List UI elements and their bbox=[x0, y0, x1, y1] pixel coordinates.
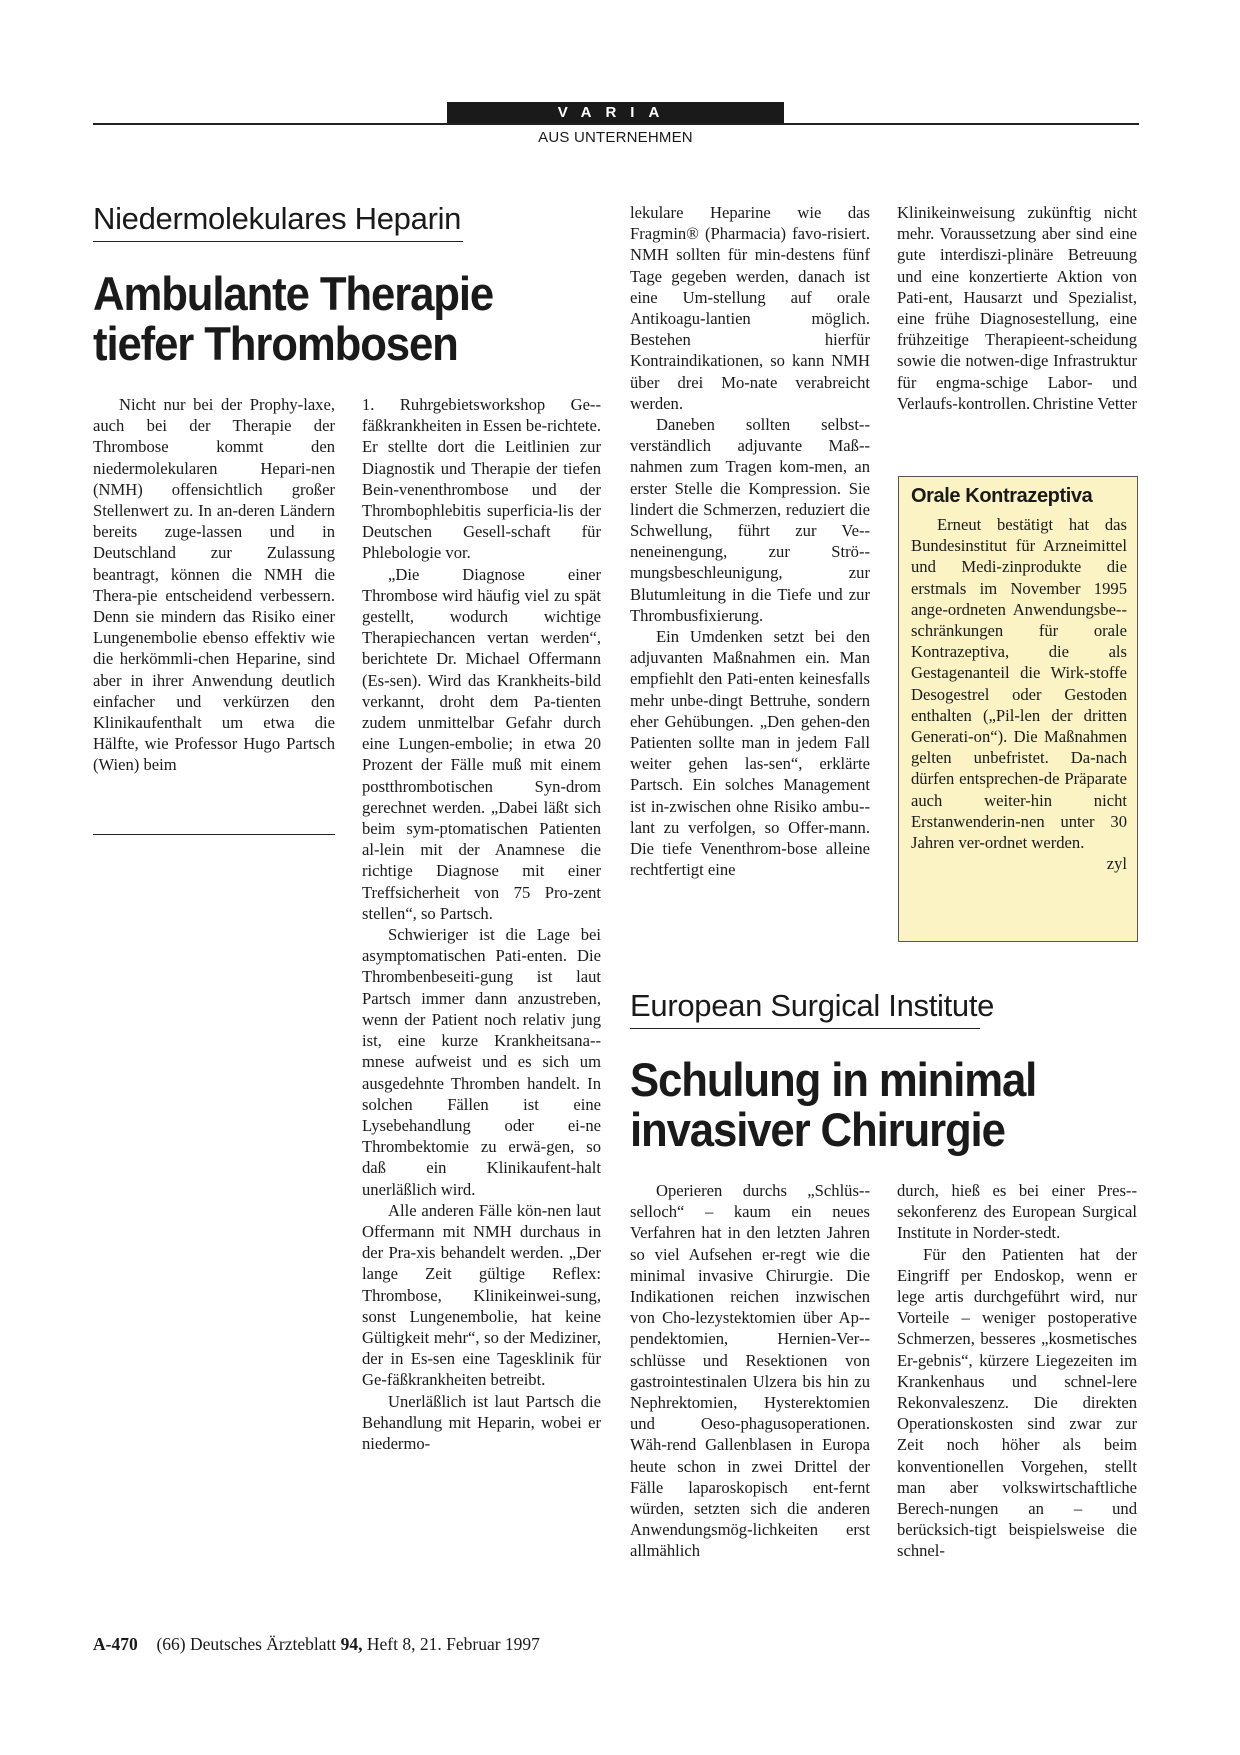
article1-column-1 bbox=[93, 394, 335, 776]
article2-kicker: European Surgical Institute bbox=[630, 988, 980, 1029]
paragraph: Operieren durchs „Schlüs-selloch“ – kaum ein neues Verfahren hat in den letzten Jahren so viel Aufsehen er-regt wie die minimal invasive Chirurgie. Die Indikationen reichen inzwischen von Cho-lezystektomien über Ap-pendektomien, Hernien-Ver-schlüsse und Resektionen von gastrointestinalen Ulzera bis hin zu Nephrektomien, Hysterektomien und Oeso-phagusoperationen. Wäh-rend Gallenblasen in Europa heute schon in zwei Drittel der Fälle laparoskopisch ent-fernt würden, setzten sich die anderen Anwendungsmög-lichkeiten erst allmählich bbox=[630, 1181, 870, 1561]
section-subtitle: AUS UNTERNEHMEN bbox=[538, 129, 693, 146]
paragraph: Nicht nur bei der Prophy-laxe, auch bei der Therapie der Thrombose kommt den niedermolekularen Hepari-nen (NMH) offensichtlich großer Stellenwert zu. In an-deren Ländern bereits zuge-lassen und in Deutschland zur Zulassung beantragt, können die NMH die Thera-pie entscheidend verbessern. Denn sie mindern das Risiko einer Lungenembolie ebenso effektiv wie die herkömmli-chen Heparine, sind aber in ihrer Anwendung deutlich einfacher und verkürzen den Klinikaufenthalt um etwa die Hälfte, wie Professor Hugo Partsch (Wien) beim bbox=[93, 395, 335, 775]
footer-volume: 94, bbox=[340, 1634, 363, 1654]
paragraph: lekulare Heparine wie das Fragmin® (Pharmacia) favo-risiert. NMH sollten für min-destens fünf Tage gegeben werden, danach ist eine Um-stellung auf orale Antikoagu-lantien möglich. Bestehen hierfür Kontraindikationen, so kann NMH über drei Mo-nate verabreicht werden. bbox=[630, 203, 870, 413]
paragraph: 1. Ruhrgebietsworkshop Ge-fäßkrankheiten in Essen be-richtete. Er stellte dort die Leitlinien zur Diagnostik und Therapie der tiefen Bein-venenthrombose und der Thrombophlebitis superficia-lis der Deutschen Gesell-schaft für Phlebologie vor. bbox=[362, 395, 601, 563]
paragraph: „Die Diagnose einer Thrombose wird häufig viel zu spät gestellt, wodurch wichtige Therapiechancen vertan werden“, berichtete Dr. Michael Offermann (Es-sen). Wird das Krankheits-bild verkannt, droht dem Pa-tienten zudem unmittelbar Gefahr durch eine Lungen-embolie; in etwa 20 Prozent der Fälle muß mit einem postthrombotischen Syn-drom gerechnet werden. „Dabei läßt sich beim sym-ptomatischen Patienten al-lein mit der Anamnese die richtige Diagnose mit einer Treffsicherheit von 75 Pro-zent stellen“, so Partsch. bbox=[362, 564, 601, 923]
sidebar-text: Erneut bestätigt hat das Bundesinstitut für Arzneimittel und Medi-zinprodukte die erstmals im November 1995 ange-ordneten Anwendungsbe-schränkungen für orale Kontrazeptiva, die als Gestagenanteil die Wirk-stoffe Desogestrel oder Gestoden enthalten („Pil-len der dritten Generati-on“). Die Maßnahmen gelten unbefristet. Da-nach dürfen entsprechen-de Präparate auch weiter-hin nicht Erstanwenderin-nen unter 30 Jahren ver-ordnet werden. zyl bbox=[911, 515, 1127, 874]
section-band-label: VARIA bbox=[557, 104, 674, 121]
sidebar-title: Orale Kontrazeptiva bbox=[911, 485, 1093, 507]
article1-headline-line1: Ambulante Therapie bbox=[93, 267, 494, 320]
paragraph: Alle anderen Fälle kön-nen laut Offermann mit NMH durchaus in der Pra-xis behandelt werden. „Der lange Zeit gültige Reflex: Thrombose, Klinikeinwei-sung, sonst Lungenembolie, hat keine Gültigkeit mehr“, so der Mediziner, der in Es-sen eine Tagesklinik für Ge-fäßkrankheiten betreibt. bbox=[362, 1200, 601, 1390]
article1-headline bbox=[93, 269, 614, 369]
paragraph: Ein Umdenken setzt bei den adjuvanten Maßnahmen ein. Man empfiehlt den Pati-enten keinesfalls mehr unbe-dingt Bettruhe, sondern eher Gehübungen. „Den gehen-den Patienten sollte man in jedem Fall weiter gehen las-sen“, erklärte Partsch. Ein solches Management ist in-zwischen ohne Risiko ambu-lant zu verfolgen, so Offer-mann. Die tiefe Venenthrom-bose alleine rechtfertigt eine bbox=[630, 627, 870, 880]
paragraph: Daneben sollten selbst-verständlich adjuvante Maß-nahmen zum Tragen kom-men, an erster Stelle die Kompression. Sie lindert die Schmerzen, reduziert die Schwellung, führt zur Ve-neneinengung, zur Strö-mungsbeschleunigung, zur Blutumleitung in die Tiefe und zur Thrombusfixierung. bbox=[630, 415, 870, 625]
article1-column-1-end-rule bbox=[93, 834, 335, 835]
article1-author: Christine Vetter bbox=[1032, 393, 1137, 413]
article1-column-3 bbox=[630, 202, 870, 881]
paragraph: Unerläßlich ist laut Partsch die Behandlung mit Heparin, wobei er niedermo- bbox=[362, 1391, 601, 1453]
sidebar-author: zyl bbox=[1106, 854, 1127, 874]
article1-headline-line2: tiefer Thrombosen bbox=[93, 317, 458, 370]
footer-issue: Heft 8, 21. Februar 1997 bbox=[366, 1634, 540, 1654]
footer-citation: (66) Deutsches Ärzteblatt bbox=[156, 1634, 337, 1654]
article1-column-2 bbox=[362, 394, 601, 1454]
article1-kicker: Niedermolekulares Heparin bbox=[93, 201, 463, 242]
paragraph: durch, hieß es bei einer Pres-sekonferenz des European Surgical Institute in Norder-stedt. bbox=[897, 1181, 1137, 1243]
paragraph: Schwieriger ist die Lage bei asymptomatischen Pati-enten. Die Thrombenbeseiti-gung ist laut Partsch immer dann anzustreben, wenn der Patient noch relativ jung ist, eine kurze Krankheitsana-mnese aufweist und es sich um ausgedehnte Thromben handelt. In solchen Fällen ist eine Lysebehandlung oder ei-ne Thrombektomie zu erwä-gen, so daß ein Klinikaufent-halt unerläßlich wird. bbox=[362, 925, 601, 1199]
header-rule bbox=[93, 123, 1139, 125]
page-number: A-470 bbox=[93, 1634, 138, 1654]
article2-headline-line2: invasiver Chirurgie bbox=[630, 1103, 1005, 1156]
sidebar-box bbox=[898, 476, 1138, 942]
article2-headline-line1: Schulung in minimal bbox=[630, 1053, 1037, 1106]
article2-column-2 bbox=[897, 1180, 1137, 1562]
paragraph: Für den Patienten hat der Eingriff per Endoskop, wenn er lege artis durchgeführt wird, nur Vorteile – weniger postoperative Schmerzen, besseres „kosmetisches Er-gebnis“, kürzere Liegezeiten im Krankenhaus und schnel-lere Rekonvaleszenz. Die direkten Operationskosten sind zwar zur Zeit noch höher als beim konventionellen Vorgehen, stellt man aber volkswirtschaftliche Berech-nungen an – und berücksich-tigt beispielsweise die schnel- bbox=[897, 1244, 1137, 1561]
section-band bbox=[447, 102, 784, 124]
article2-headline bbox=[630, 1055, 1151, 1155]
article2-column-1 bbox=[630, 1180, 870, 1562]
sidebar-body bbox=[899, 514, 1137, 874]
page-footer bbox=[93, 1634, 540, 1655]
article1-column-4 bbox=[897, 202, 1137, 414]
article1-col4-paragraph: Klinikeinweisung zukünftig nicht mehr. Voraussetzung aber sind eine gute interdiszi-plinäre Betreuung und eine konzertierte Aktion von Pati-ent, Hausarzt und Spezialist, eine frühe Diagnosestellung, eine frühzeitige Therapieent-scheidung sowie die notwen-dige Infrastruktur für engma-schige Labor- und Verlaufs-kontrollen. Christine Vetter bbox=[897, 203, 1137, 413]
